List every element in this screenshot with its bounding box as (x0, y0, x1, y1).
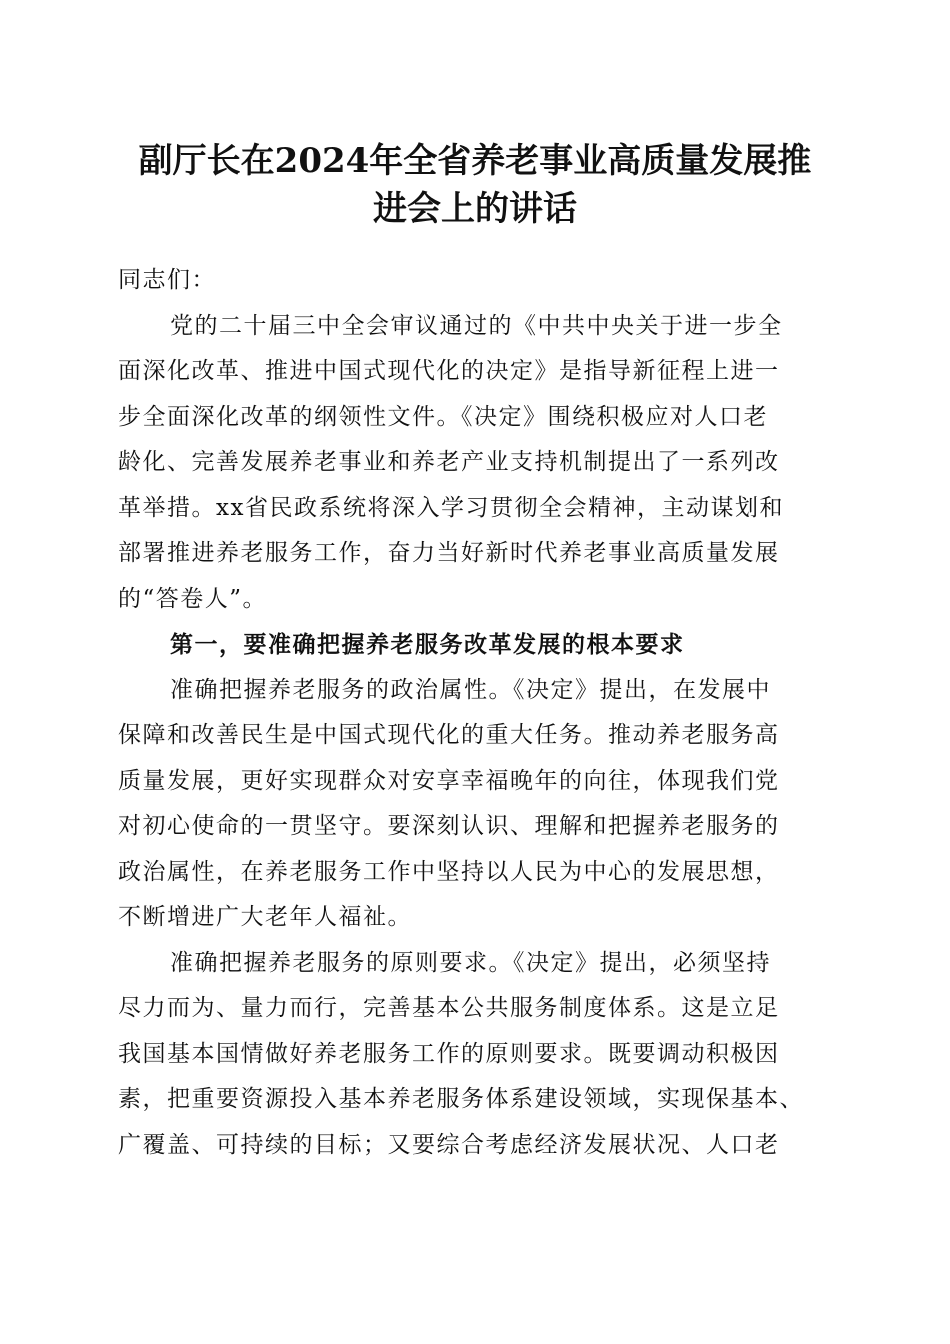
paragraph-1-line: 面深化改革、推进中国式现代化的决定》是指导新征程上进一 (118, 358, 780, 384)
paragraph-2-line: 质量发展，更好实现群众对安享幸福晚年的向往，体现我们党 (118, 767, 780, 794)
paragraph-3-line: 尽力而为、量力而行，完善基本公共服务制度体系。这是立足 (118, 995, 780, 1021)
paragraph-1-line: 步全面深化改革的纲领性文件。《决定》围绕积极应对人口老 (118, 403, 768, 430)
section-heading: 第一，要准确把握养老服务改革发展的根本要求 (170, 631, 685, 658)
paragraph-2-line: 保障和改善民生是中国式现代化的重大任务。推动养老服务高 (118, 722, 780, 748)
document-body (118, 258, 830, 1168)
document-title-line-1: 副厅长在2024年全省养老事业高质量发展推 (138, 141, 812, 181)
paragraph-1-line: 的“答卷人”。 (118, 585, 268, 612)
paragraph-2-line: 不断增进广大老年人福祉。 (118, 904, 412, 930)
paragraph-2-line: 对初心使命的一贯坚守。要深刻认识、理解和把握养老服务的 (118, 813, 780, 839)
paragraph-1-line: 部署推进养老服务工作，奋力当好新时代养老事业高质量发展 (118, 540, 780, 566)
paragraph-1-line: 党的二十届三中全会审议通过的《中共中央关于进一步全 (170, 312, 783, 339)
paragraph-3-line: 素，把重要资源投入基本养老服务体系建设领域，实现保基本、 (118, 1086, 804, 1112)
paragraph-1-line: 革举措。xx省民政系统将深入学习贯彻全会精神，主动谋划和 (118, 494, 784, 521)
paragraph-2-line: 政治属性，在养老服务工作中坚持以人民为中心的发展思想， (118, 858, 780, 885)
paragraph-1-line: 龄化、完善发展养老事业和养老产业支持机制提出了一系列改 (118, 449, 780, 475)
paragraph-3-line: 我国基本国情做好养老服务工作的原则要求。既要调动积极因 (118, 1040, 780, 1067)
paragraph-3-line: 准确把握养老服务的原则要求。《决定》提出，必须坚持 (170, 949, 771, 976)
document-title-line-2: 进会上的讲话 (373, 189, 577, 229)
salutation: 同志们： (118, 267, 216, 293)
paragraph-2-line: 准确把握养老服务的政治属性。《决定》提出，在发展中 (170, 676, 771, 703)
paragraph-3-line: 广覆盖、可持续的目标；又要综合考虑经济发展状况、人口老 (118, 1131, 780, 1158)
